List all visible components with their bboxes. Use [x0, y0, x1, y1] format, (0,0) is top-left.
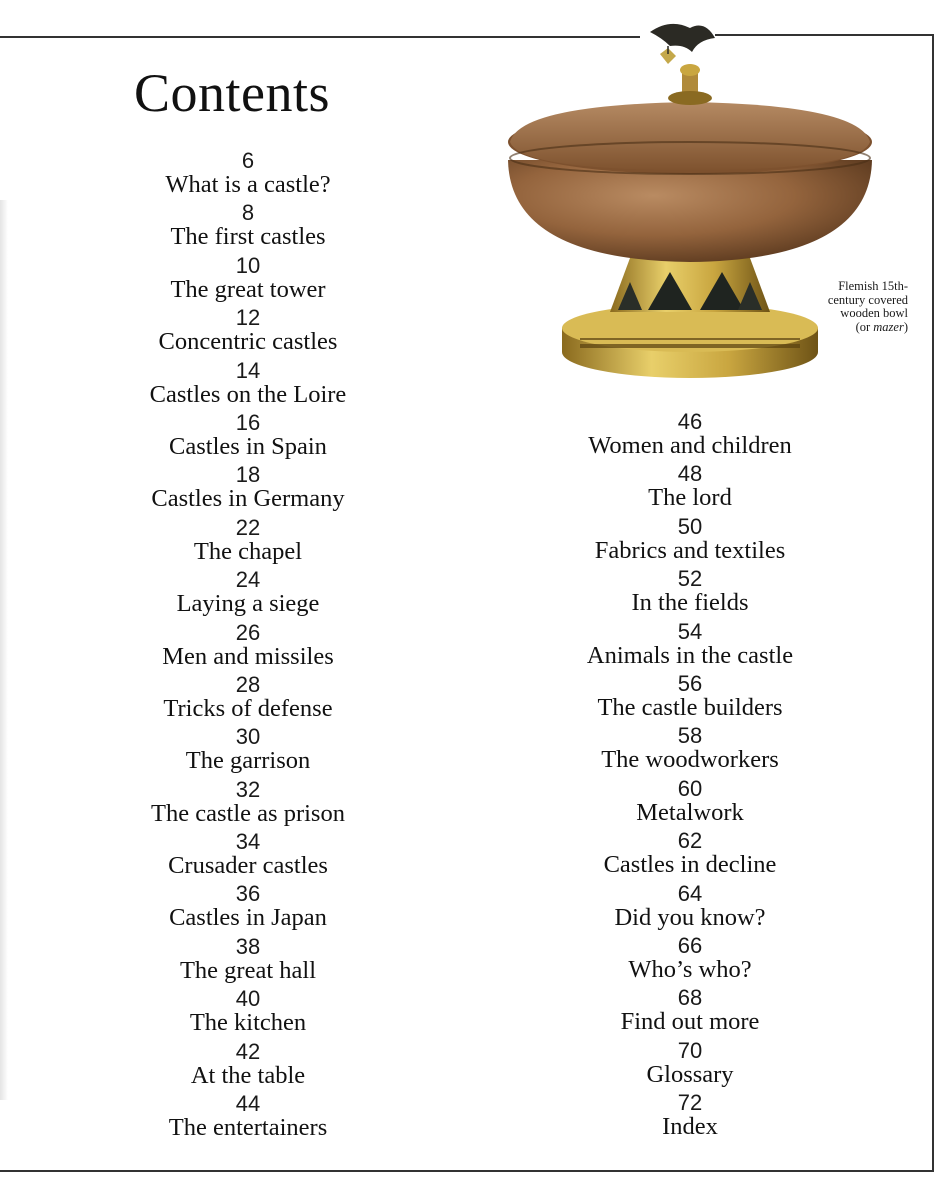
entry-title: Castles in Spain	[169, 432, 327, 460]
caption-line: Flemish 15th-	[838, 279, 908, 293]
contents-entry	[98, 409, 398, 464]
contents-entry	[540, 1092, 840, 1144]
page-number: 38	[235, 933, 261, 959]
entry-title: In the fields	[631, 589, 749, 617]
entry-title: The woodworkers	[601, 746, 779, 774]
contents-entry	[98, 569, 398, 621]
page-number: 48	[677, 461, 703, 487]
entry-title: The chapel	[193, 537, 303, 565]
contents-entry	[540, 725, 840, 777]
entry-title: The great tower	[170, 275, 326, 303]
page-number: 24	[235, 567, 261, 593]
page-number: 32	[235, 776, 261, 802]
entry-title: Castles in Germany	[151, 485, 345, 513]
contents-entry	[540, 1037, 840, 1092]
caption-line	[800, 321, 908, 335]
page-gutter-shadow	[0, 200, 8, 1100]
page-number: 46	[677, 409, 703, 434]
image-caption	[800, 280, 908, 334]
page-number: 52	[677, 566, 703, 592]
entry-title: At the table	[190, 1061, 306, 1089]
contents-entry	[540, 513, 840, 568]
page-number: 40	[235, 986, 261, 1012]
entry-title: Metalwork	[636, 798, 744, 826]
contents-entry	[98, 150, 398, 202]
page-number: 62	[677, 828, 703, 854]
contents-entry	[98, 514, 398, 569]
entry-title: Who’s who?	[628, 955, 752, 983]
entry-title: Castles in decline	[603, 851, 777, 879]
contents-entry	[98, 671, 398, 726]
contents-entry	[540, 880, 840, 935]
contents-entry	[98, 726, 398, 778]
entry-title: Index	[662, 1113, 718, 1141]
entry-title: The garrison	[185, 747, 311, 775]
entry-title: The castle as prison	[151, 799, 345, 827]
contents-entry	[540, 830, 840, 882]
contents-entry	[98, 464, 398, 516]
page-number: 66	[677, 932, 703, 958]
page-number: 28	[235, 671, 261, 697]
right-rule	[932, 34, 934, 1172]
entry-title: Castles in Japan	[169, 904, 327, 932]
contents-entry	[98, 202, 398, 254]
page-number: 42	[235, 1038, 261, 1064]
entry-title: Did you know?	[614, 903, 766, 931]
page-number: 70	[677, 1037, 703, 1063]
entry-title: The entertainers	[168, 1114, 328, 1142]
page-number: 12	[235, 305, 261, 331]
page-number: 8	[241, 200, 255, 226]
entry-title: The first castles	[170, 223, 326, 251]
page-number: 10	[235, 252, 261, 278]
entry-title: Men and missiles	[162, 642, 334, 670]
entry-title: Fabrics and textiles	[594, 536, 786, 564]
entry-title: The castle builders	[597, 693, 783, 721]
contents-entry	[98, 252, 398, 307]
contents-entry	[540, 411, 840, 463]
entry-title: Castles on the Loire	[149, 380, 347, 408]
entry-title: The great hall	[179, 956, 317, 984]
contents-entry	[98, 1038, 398, 1093]
contents-entry	[98, 357, 398, 412]
page-number: 36	[235, 881, 261, 907]
page-number: 30	[235, 724, 261, 750]
entry-title: Concentric castles	[158, 328, 338, 356]
caption-text: (or	[855, 319, 874, 334]
bottom-rule	[0, 1170, 934, 1172]
contents-entry	[98, 776, 398, 831]
contents-right-column	[540, 411, 840, 1144]
entry-title: Women and children	[588, 432, 792, 459]
caption-text: )	[903, 319, 908, 334]
page-number: 60	[677, 775, 703, 801]
page-number: 6	[241, 148, 255, 173]
entry-title: Glossary	[646, 1060, 734, 1088]
caption-line: century covered	[827, 292, 908, 307]
contents-entry	[540, 618, 840, 673]
contents-entry	[98, 1093, 398, 1145]
contents-entry	[98, 933, 398, 988]
contents-entry	[98, 831, 398, 883]
page-number: 34	[235, 829, 261, 855]
page-number: 44	[235, 1091, 261, 1117]
entry-title: Laying a siege	[176, 590, 320, 618]
contents-entry	[540, 568, 840, 620]
entry-title: Crusader castles	[168, 852, 328, 880]
entry-title: The lord	[648, 484, 732, 512]
contents-entry	[98, 307, 398, 359]
page-number: 14	[235, 357, 261, 383]
contents-entry	[98, 619, 398, 674]
entry-title: The kitchen	[189, 1009, 307, 1037]
entry-title: Tricks of defense	[163, 694, 333, 722]
contents-entry	[540, 932, 840, 987]
page-number: 54	[677, 618, 703, 644]
caption-line: wooden bowl	[840, 306, 908, 320]
contents-entry	[98, 883, 398, 935]
contents-entry	[540, 463, 840, 515]
contents-left-column	[98, 150, 398, 1145]
page-number: 56	[677, 670, 703, 696]
page-number: 68	[677, 985, 703, 1011]
entry-title: Animals in the castle	[586, 641, 794, 669]
contents-entry	[540, 775, 840, 830]
page-title: Contents	[134, 63, 331, 123]
contents-entry	[98, 988, 398, 1040]
contents-entry	[540, 670, 840, 725]
page-number: 22	[235, 514, 261, 540]
page-number: 26	[235, 619, 261, 645]
caption-italic-term: mazer	[873, 319, 904, 334]
page-number: 58	[677, 723, 703, 749]
contents-entry	[540, 987, 840, 1039]
page-number: 72	[677, 1090, 703, 1116]
page-number: 18	[235, 462, 261, 488]
page-number: 50	[677, 513, 703, 539]
entry-title: What is a castle?	[165, 171, 331, 198]
entry-title: Find out more	[620, 1008, 760, 1036]
page-number: 64	[677, 880, 703, 906]
page-number: 16	[235, 409, 261, 435]
